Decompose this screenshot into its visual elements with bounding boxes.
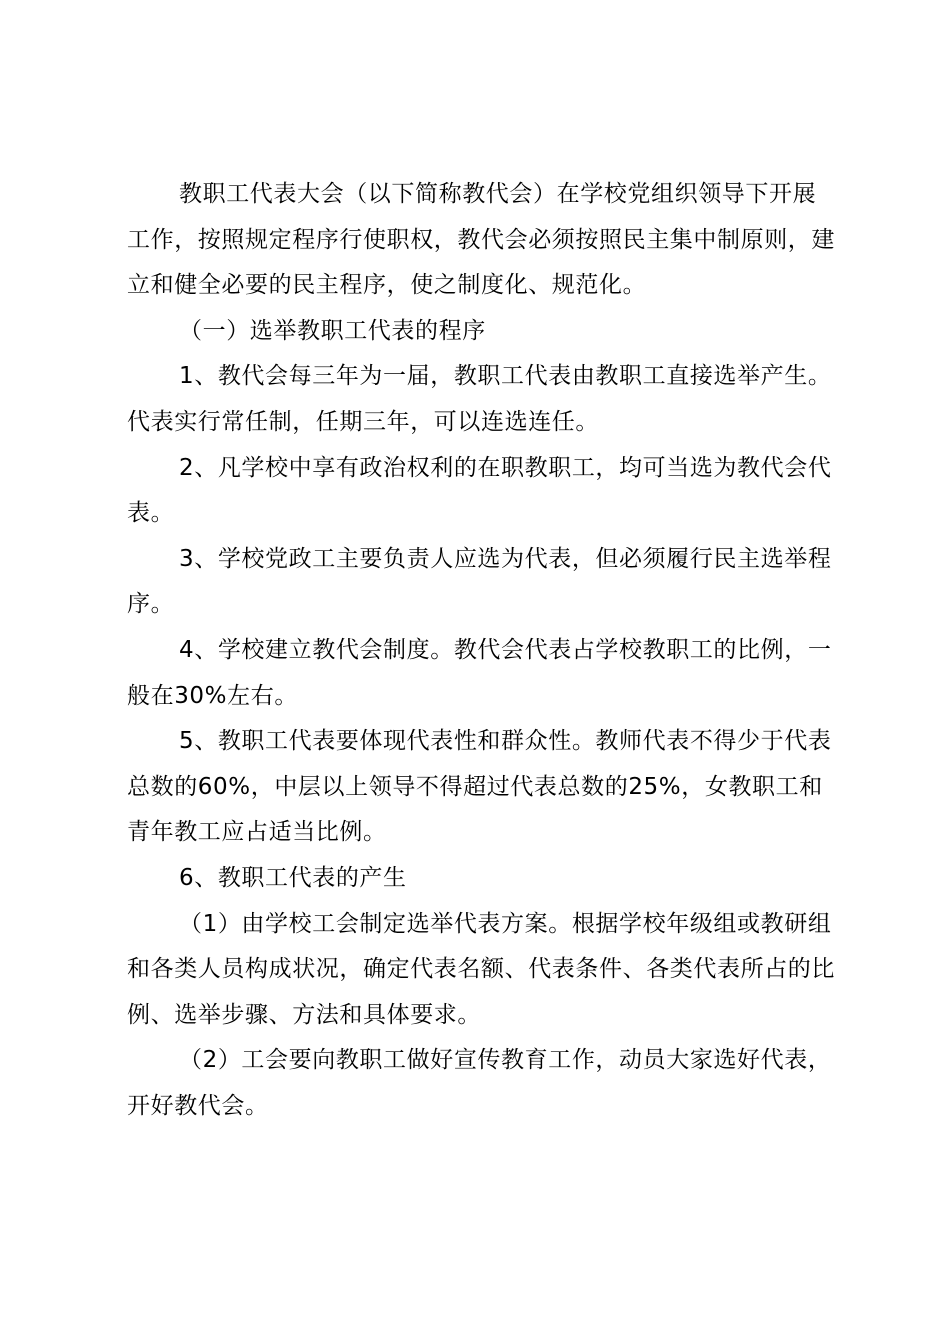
sub-item-2: （2）工会要向教职工做好宣传教育工作，动员大家选好代表，开好教代会。 — [127, 1047, 832, 1119]
sub-item-1: （1）由学校工会制定选举代表方案。根据学校年级组或教研组和各类人员构成状况，确定代表名额、代表条件、各类代表所占的比例、选举步骤、方法和具体要求。 — [127, 910, 835, 1028]
list-item-2: 2、凡学校中享有政治权利的在职教职工，均可当选为教代会代表。 — [127, 454, 832, 527]
list-item-6: 6、教职工代表的产生 — [179, 864, 407, 891]
list-item-3: 3、学校党政工主要负责人应选为代表，但必须履行民主选举程序。 — [127, 545, 832, 618]
intro-paragraph: 教职工代表大会（以下简称教代会）在学校党组织领导下开展工作，按照规定程序行使职权，教代会必须按照民主集中制原则，建立和健全必要的民主程序，使之制度化、规范化。 — [127, 181, 835, 299]
section-heading: （一）选举教职工代表的程序 — [179, 317, 486, 344]
list-item-4: 4、学校建立教代会制度。教代会代表占学校教职工的比例，一般在30%左右。 — [127, 636, 832, 709]
list-item-5: 5、教职工代表要体现代表性和群众性。教师代表不得少于代表总数的60%，中层以上领导不得超过代表总数的25%，女教职工和青年教工应占适当比例。 — [127, 728, 832, 846]
document-body — [127, 172, 839, 1129]
list-item-1: 1、教代会每三年为一届，教职工代表由教职工直接选举产生。代表实行常任制，任期三年，可以连选连任。 — [127, 363, 832, 435]
